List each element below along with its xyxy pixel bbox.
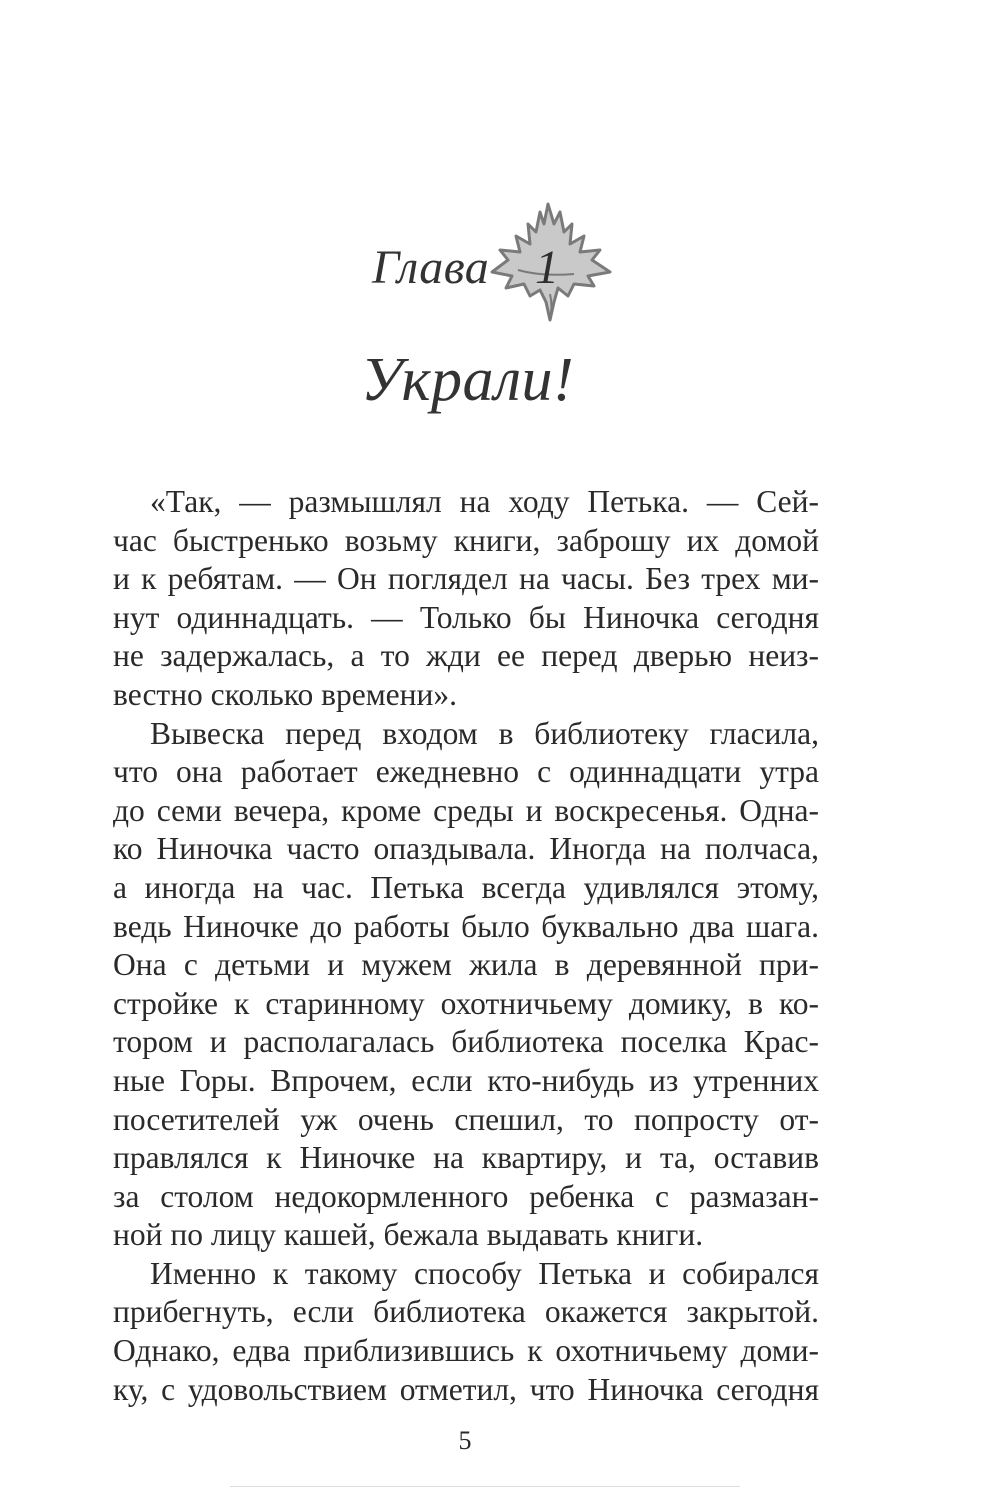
chapter-title: Украли! (360, 346, 575, 414)
text-line: ко Ниночка часто опаздывала. Иногда на полчаса, (113, 831, 819, 867)
text-line: ку, с удовольствием отметил, что Ниночка сегодня (113, 1371, 819, 1407)
text-line: Однако, едва приблизившись к охотничьему доми- (113, 1333, 819, 1369)
text-line: вестно сколько времени». (113, 676, 457, 712)
body-text (113, 483, 819, 1409)
chapter-label: Глава (372, 241, 490, 294)
paragraph (113, 1255, 819, 1409)
text-line: за столом недокормленного ребенка с размазан- (113, 1178, 819, 1214)
chapter-number: 1 (535, 241, 559, 294)
paragraph (113, 483, 819, 715)
text-line: нут одиннадцать. — Только бы Ниночка сегодня (113, 599, 819, 635)
text-line: до семи вечера, кроме среды и воскресенья. Одна- (113, 792, 819, 828)
text-line: и к ребятам. — Он поглядел на часы. Без трех ми- (113, 561, 819, 597)
text-line: тором и располагалась библиотека поселка Крас- (113, 1024, 819, 1060)
text-line: посетителей уж очень спешил, то попросту от- (113, 1101, 819, 1137)
text-line: час быстренько возьму книги, заброшу их домой (113, 522, 819, 558)
text-line: Вывеска перед входом в библиотеку гласила, (150, 715, 819, 751)
text-line: ные Горы. Впрочем, если кто-нибудь из утренних (113, 1062, 819, 1098)
bottom-divider (230, 1486, 740, 1487)
text-line: ной по лицу кашей, бежала выдавать книги. (113, 1217, 704, 1253)
text-line: а иногда на час. Петька всегда удивлялся этому, (113, 869, 819, 905)
paragraph (113, 715, 819, 1255)
text-line: Именно к такому способу Петька и собирался (150, 1255, 819, 1291)
text-line: прибегнуть, если библиотека окажется закрытой. (113, 1294, 819, 1330)
text-line: стройке к старинному охотничьему домику, в ко- (113, 985, 819, 1021)
text-line: правлялся к Ниночке на квартиру, и та, оставив (113, 1140, 819, 1176)
page-number: 5 (458, 1426, 472, 1455)
text-line: что она работает ежедневно с одиннадцати утра (113, 754, 819, 790)
text-line: Она с детьми и мужем жила в деревянной при- (113, 947, 819, 983)
text-line: ведь Ниночке до работы было буквально два шага. (113, 908, 819, 944)
text-line: не задержалась, а то жди ее перед дверью неиз- (113, 638, 819, 674)
text-line: «Так, — размышлял на ходу Петька. — Сей- (150, 484, 819, 519)
